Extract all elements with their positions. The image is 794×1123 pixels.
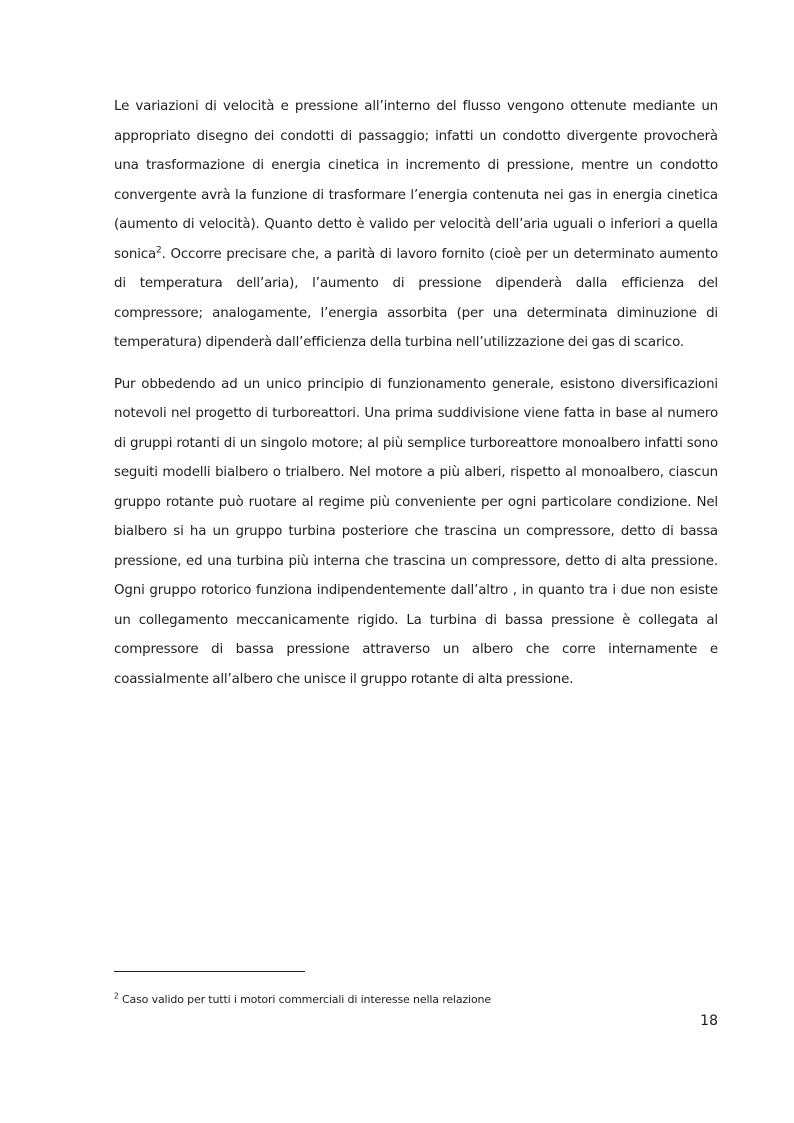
page-number: 18 (700, 1013, 718, 1029)
paragraph-1-text: Le variazioni di velocità e pressione all’interno del flusso vengono ottenute mediante un appropriato disegno dei condotti di passaggio; infatti un condotto divergente provocherà una trasformazione di energia cinetica in incremento di pressione, mentre un condotto convergente avrà la funzione di trasformare l’energia contenuta nei gas in energia cinetica (aumento di velocità). Quanto detto è valido per velocità dell’aria uguali o inferiori a quella sonica (114, 99, 718, 262)
footnote-text: Caso valido per tutti i motori commerciali di interesse nella relazione (118, 993, 491, 1006)
paragraph-2: Pur obbedendo ad un unico principio di funzionamento generale, esistono diversificazioni notevoli nel progetto di turboreattori. Una prima suddivisione viene fatta in base al numero di gruppi rotanti di un singolo motore; al più semplice turboreattore monoalbero infatti sono seguiti modelli bialbero o trialbero. Nel motore a più alberi, rispetto al monoalbero, ciascun gruppo rotante può ruotare al regime più conveniente per ogni particolare condizione. Nel bialbero si ha un gruppo turbina posteriore che trascina un compressore, detto di bassa pressione, ed una turbina più interna che trascina un compressore, detto di alta pressione. Ogni gruppo rotorico funziona indipendentemente dall’altro , in quanto tra i due non esiste un collegamento meccanicamente rigido. La turbina di bassa pressione è collegata al compressore di bassa pressione attraverso un albero che corre internamente e coassialmente all’albero che unisce il gruppo rotante di alta pressione. (114, 376, 718, 687)
paragraph-1 (114, 92, 718, 358)
body-text (114, 92, 718, 706)
footnote-mark: 2 (114, 991, 119, 1001)
footnote-separator (114, 971, 305, 972)
footnote (114, 992, 718, 1008)
footnote-reference[interactable]: 2 (156, 245, 162, 256)
paragraph-1-text-continued: . Occorre precisare che, a parità di lavoro fornito (cioè per un determinato aumento di temperatura dell’aria), l’aumento di pressione dipenderà dalla efficienza del compressore; analogamente, l’energia assorbita (per una determinata diminuzione di temperatura) dipenderà dall’efficienza della turbina nell’utilizzazione dei gas di scarico. (114, 246, 718, 350)
